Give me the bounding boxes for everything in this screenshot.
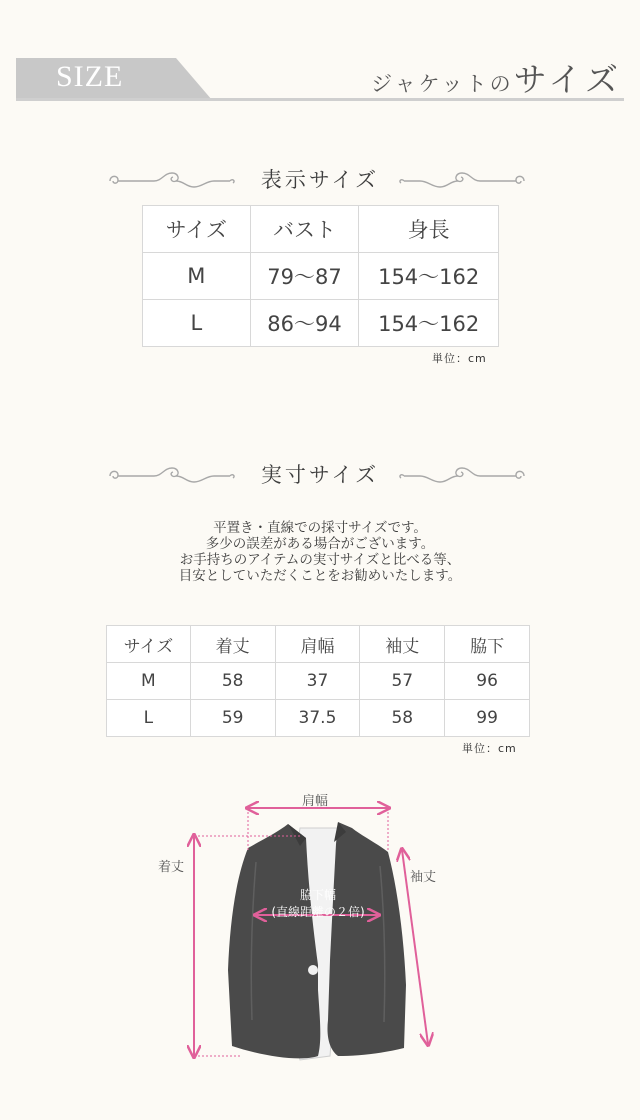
table-cell: 58 xyxy=(190,663,275,700)
actual-size-heading-label: 実寸サイズ xyxy=(260,463,380,487)
page-title xyxy=(371,54,622,101)
table-row xyxy=(107,700,530,737)
table-row xyxy=(107,663,530,700)
table-header-cell: バスト xyxy=(250,206,359,253)
table-header-cell: 袖丈 xyxy=(360,626,445,663)
size-tab-label: SIZE xyxy=(56,60,124,93)
page-title-prefix: ジャケットの xyxy=(371,72,514,96)
measurement-diagram xyxy=(0,770,640,1100)
table-header-row xyxy=(143,206,499,253)
shoulder-width-label: 肩幅 xyxy=(302,794,329,809)
underarm-sublabel: (直線距離の２倍) xyxy=(271,905,365,919)
note-line: 多少の誤差がある場合がございます。 xyxy=(205,536,435,552)
actual-size-table xyxy=(106,625,530,737)
sleeve-length-label: 袖丈 xyxy=(410,870,437,885)
length-label: 着丈 xyxy=(158,860,185,875)
note-line: 目安としていただくことをお勧めいたします。 xyxy=(178,568,462,584)
display-size-heading-label: 表示サイズ xyxy=(260,168,380,192)
table-cell: 57 xyxy=(360,663,445,700)
jacket-diagram xyxy=(0,770,640,1100)
table-header-cell: 身長 xyxy=(359,206,499,253)
size-tab xyxy=(16,58,212,100)
table-cell: M xyxy=(143,253,251,300)
table-cell: 37.5 xyxy=(275,700,360,737)
table-cell: 59 xyxy=(190,700,275,737)
table-cell: 96 xyxy=(445,663,530,700)
display-size-heading xyxy=(0,164,640,198)
table-header-cell: サイズ xyxy=(143,206,251,253)
table-header-cell: 脇下 xyxy=(445,626,530,663)
table-row xyxy=(143,300,499,347)
table-header-cell: 肩幅 xyxy=(275,626,360,663)
actual-size-heading xyxy=(0,459,640,493)
table-header-row xyxy=(107,626,530,663)
table-cell: L xyxy=(107,700,191,737)
right-ornament-icon xyxy=(398,465,528,487)
table-cell: 86〜94 xyxy=(250,300,359,347)
table-cell: 99 xyxy=(445,700,530,737)
note-line: お手持ちのアイテムの実寸サイズと比べる等、 xyxy=(179,552,461,568)
actual-size-unit: 単位：cm xyxy=(462,742,517,755)
page-title-main: サイズ xyxy=(513,60,622,99)
table-cell: 79〜87 xyxy=(250,253,359,300)
display-size-unit: 単位：cm xyxy=(432,352,487,365)
measurement-note xyxy=(0,520,640,584)
display-size-table xyxy=(142,205,499,347)
page-header xyxy=(0,0,640,110)
note-line: 平置き・直線での採寸サイズです。 xyxy=(213,520,427,536)
table-header-cell: 着丈 xyxy=(190,626,275,663)
table-cell: M xyxy=(107,663,191,700)
table-row xyxy=(143,253,499,300)
table-cell: 58 xyxy=(360,700,445,737)
table-header-cell: サイズ xyxy=(107,626,191,663)
table-cell: 154〜162 xyxy=(359,253,499,300)
underarm-label: 脇下幅 xyxy=(299,888,336,902)
table-cell: 37 xyxy=(275,663,360,700)
jacket-button-icon xyxy=(308,965,318,975)
right-ornament-icon xyxy=(398,170,528,192)
table-cell: 154〜162 xyxy=(359,300,499,347)
table-cell: L xyxy=(143,300,251,347)
